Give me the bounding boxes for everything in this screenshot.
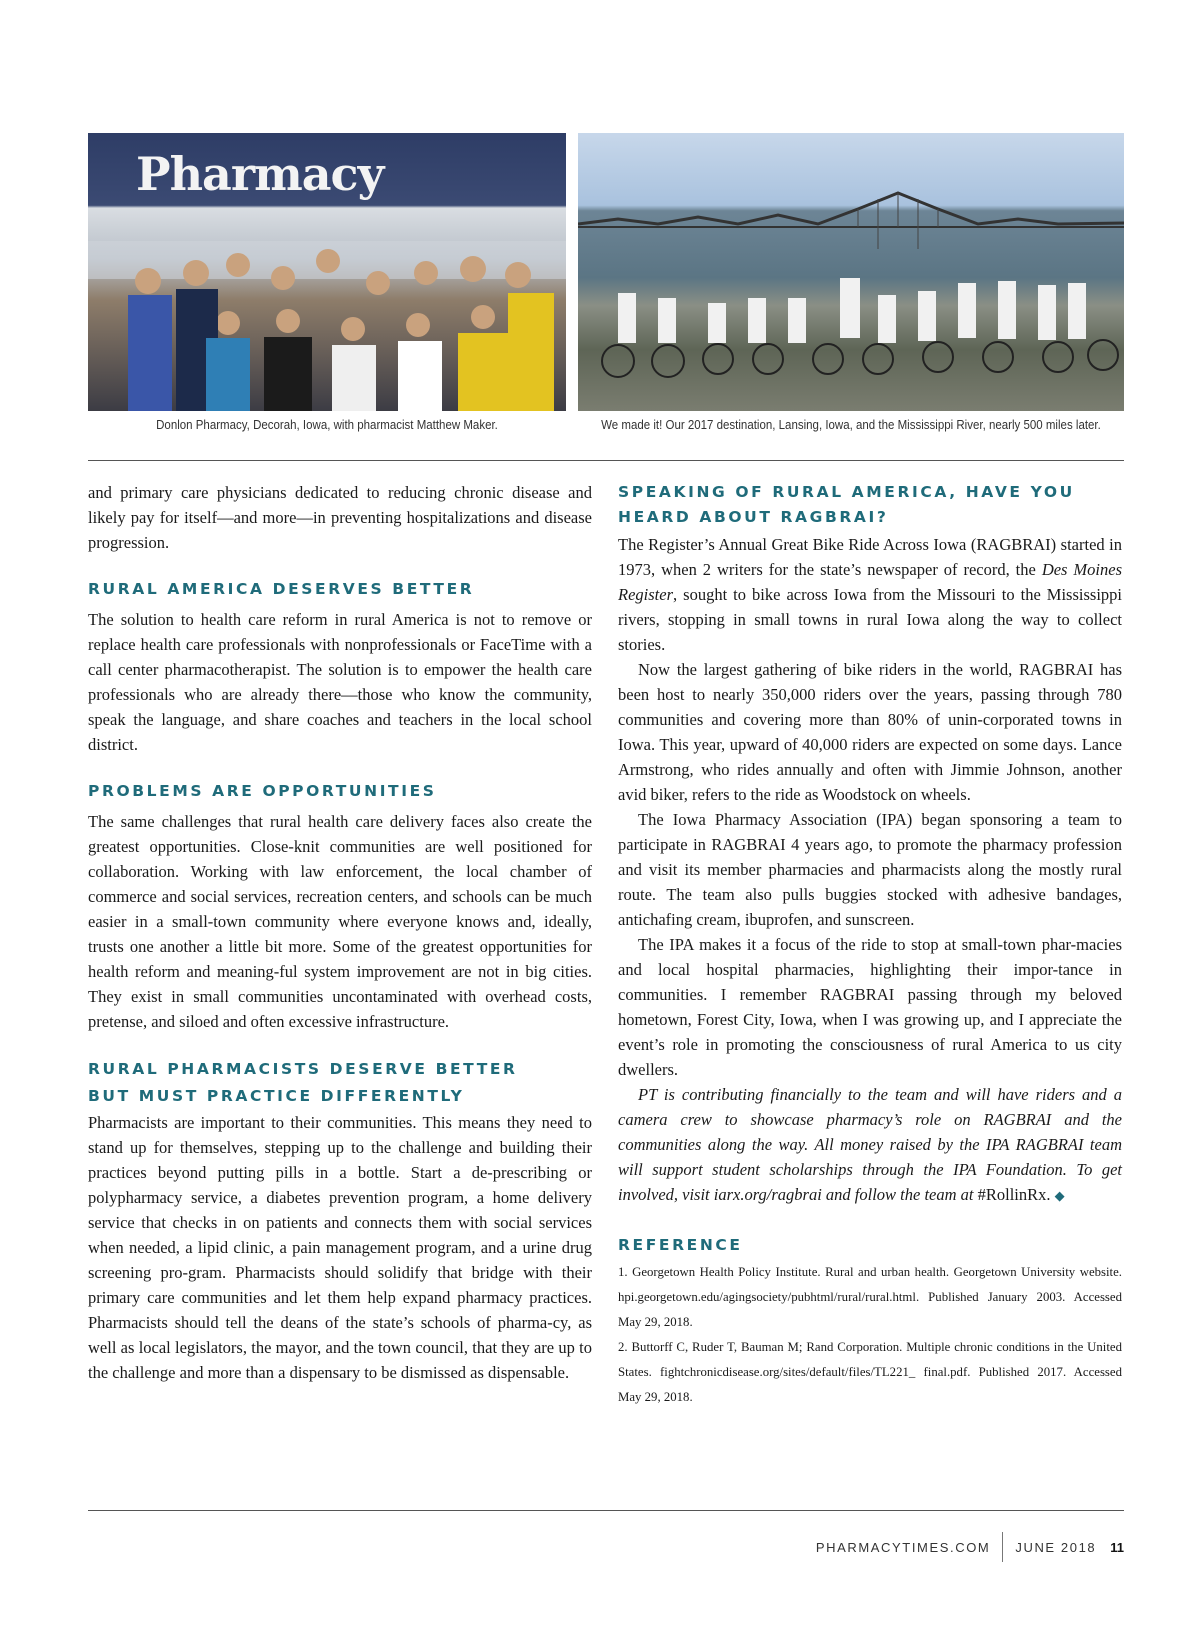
section-body-rural-pharmacists: Pharmacists are important to their communities. This means they need to stand up for themselves, stepping up to the challenge and building their practices beyond putting pills in a bottle. Start a de-prescribing or polypharmacy service, a diabetes prevention program, a home delivery service that checks in on patients and connects them with social services when needed, a lipid clinic, a pain management program, and a urine drug screening pro-gram. Pharmacists should solidify that bridge with their primary care communities and let them help expand pharmacy practices. Pharmacists should tell the deans of the state’s schools of pharma-cy, as well as local legislators, the mayor, and the town council, that they are up to the challenge and more than a dispensary to be dismissed as dispensable. — [88, 1113, 592, 1382]
photo-caption-left: Donlon Pharmacy, Decorah, Iowa, with pharmacist Matthew Maker. — [156, 418, 498, 432]
reference-list — [618, 1260, 1122, 1410]
footer-separator — [1002, 1532, 1003, 1562]
reference-item: 1. Georgetown Health Policy Institute. Rural and urban health. Georgetown University website. hpi.georgetown.edu/agingsociety/pubhtml/rural/rural.html. Published January 2003. Accessed May 29, 2018. — [618, 1265, 1122, 1329]
right-column — [618, 480, 1122, 1410]
divider-bottom — [88, 1510, 1124, 1511]
footer-site: PHARMACYTIMES.COM — [815, 1539, 991, 1555]
section-body-problems: The same challenges that rural health care delivery faces also create the greatest opportunities. Close-knit communities are well positioned for collaboration. Working with law enforcement, the local chamber of commerce and social services, recreation centers, and schools can be much easier in a small-town community where everyone knows and, ideally, trusts one another a little bit more. Some of the greatest opportunities for health reform and meaning-ful system improvement are not in big cities. They exist in small communities uncontaminated with overhead costs, pretense, and siloed and often excessive infrastructure. — [88, 812, 592, 1031]
photo-caption-right: We made it! Our 2017 destination, Lansing, Iowa, and the Mississippi River, nearly 500 miles later. — [601, 418, 1101, 432]
intro-paragraph: and primary care physicians dedicated to reducing chronic disease and likely pay for itself—and more—in preventing hospitalizations and disease progression. — [88, 483, 592, 552]
divider-top — [88, 460, 1124, 461]
ragbrai-paragraph-1: The Register’s Annual Great Bike Ride Across Iowa (RAGBRAI) started in 1973, when 2 writers for the state’s newspaper of record, the Des Moines Register, sought to bike across Iowa from the Missouri to the Mississippi rivers, stopping in small towns in rural Iowa along the way to collect stories. — [618, 535, 1123, 654]
photo-riders-at-river — [578, 133, 1124, 411]
section-heading-problems: PROBLEMS ARE OPPORTUNITIES — [88, 782, 437, 800]
section-body-rural-america: The solution to health care reform in rural America is not to remove or replace health care professionals with nonprofessionals or FaceTime with a call center pharmacotherapist. The solution is to empower the health care professionals who are already there—those who know the community, speak the language, and share coaches and teachers in the local school district. — [88, 610, 592, 754]
section-heading-rural-pharmacists — [88, 1056, 592, 1110]
heading-line-1: RURAL PHARMACISTS DESERVE BETTER — [88, 1060, 518, 1078]
reference-item: 2. Buttorff C, Ruder T, Bauman M; Rand Corporation. Multiple chronic conditions in the United States. fightchronicdisease.org/sites/default/files/TL221_ final.pdf. Published 2017. Accessed May 29, 2018. — [618, 1340, 1122, 1404]
footer-issue: JUNE 2018 — [1015, 1539, 1097, 1555]
ragbrai-paragraph-2: Now the largest gathering of bike riders in the world, RAGBRAI has been host to nearly 350,000 riders over the years, passing through 780 communities and covering more than 80% of unin-corporated towns in Iowa. This year, upward of 40,000 riders are expected on some days. Lance Armstrong, who rides annually and often with Jimmie Johnson, another avid biker, refers to the ride as Woodstock on wheels. — [618, 660, 1122, 804]
page-footer — [816, 1532, 1124, 1562]
ragbrai-paragraph-4: The IPA makes it a focus of the ride to stop at small-town phar-macies and local hospital pharmacies, highlighting their impor-tance in communities. I remember RAGBRAI passing through my beloved hometown, Forest City, Iowa, when I was growing up, and I appreciate the event’s role in promoting the consciousness of rural America to us city dwellers. — [618, 935, 1122, 1079]
reference-heading: REFERENCE — [618, 1236, 743, 1254]
pharmacy-sign: Pharmacy — [136, 147, 384, 201]
heading-line-1: SPEAKING OF RURAL AMERICA, HAVE YOU — [618, 483, 1075, 501]
newspaper-name: Des Moines Register — [618, 560, 1123, 604]
section-heading-rural-america: RURAL AMERICA DESERVES BETTER — [88, 580, 475, 598]
heading-line-2: BUT MUST PRACTICE DIFFERENTLY — [88, 1087, 465, 1105]
end-mark-diamond-icon: ◆ — [1054, 1189, 1065, 1204]
group-photo-illustration — [88, 133, 566, 411]
left-column — [88, 480, 592, 1385]
ragbrai-paragraph-5: PT is contributing financially to the team and will have riders and a camera crew to showcase pharmacy’s role on RAGBRAI and the communities along the way. All money raised by the IPA RAGBRAI team will support student scholarships through the IPA Foundation. To get involved, visit iarx.org/ragbrai and follow the team at #RollinRx. ◆ — [618, 1085, 1122, 1204]
photo-pharmacy-staff — [88, 133, 566, 411]
ragbrai-paragraph-3: The Iowa Pharmacy Association (IPA) began sponsoring a team to participate in RAGBRAI 4 years ago, to promote the pharmacy profession and visit its member pharmacies and pharmacists along the mostly rural route. The team also pulls buggies stocked with adhesive bandages, antichafing cream, ibuprofen, and sunscreen. — [618, 810, 1122, 929]
riders-illustration — [578, 133, 1124, 411]
hashtag-rollinrx: #RollinRx. — [977, 1185, 1051, 1204]
section-heading-ragbrai — [618, 480, 1122, 530]
page-number: 11 — [1110, 1539, 1124, 1555]
heading-line-2: HEARD ABOUT RAGBRAI? — [618, 508, 889, 526]
